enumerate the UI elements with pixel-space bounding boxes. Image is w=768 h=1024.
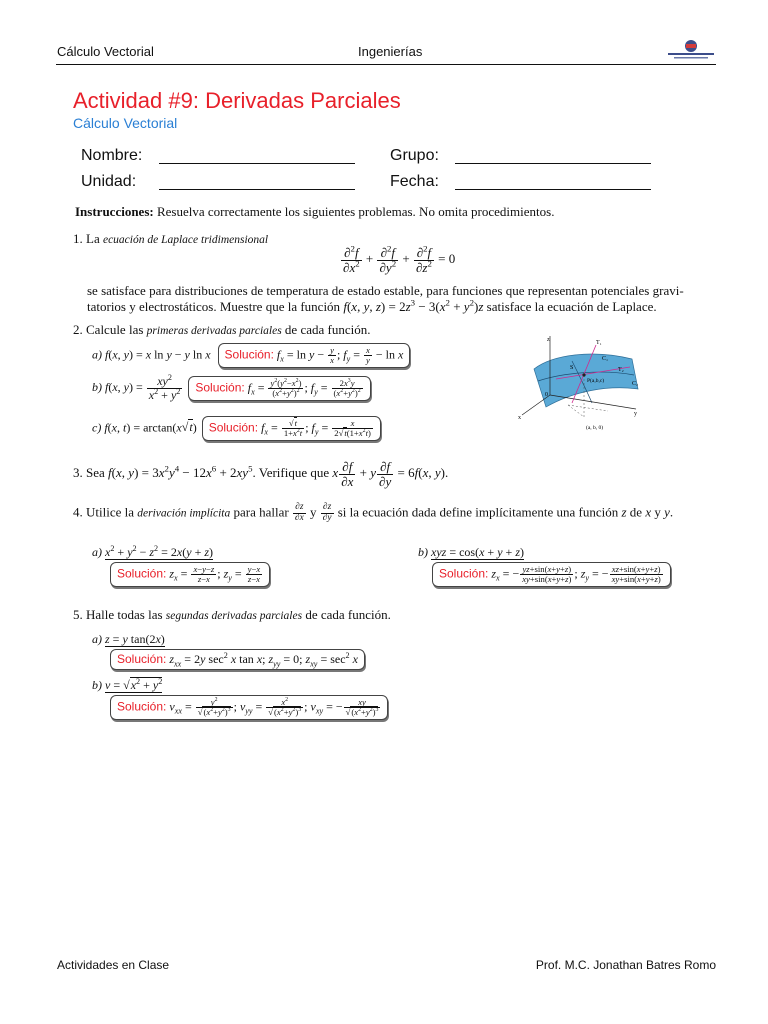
instructions-label: Instrucciones:: [75, 204, 154, 219]
problem-2c-label: c): [92, 420, 102, 435]
solution-2c: Solución: $f_x$ = √ $\frac{t}{1+x^2t}$ ; $f_y$ = $\frac{x}{2√ t(1+x^2t)}$: [202, 416, 381, 441]
problem-3-mid: Verifique que: [258, 465, 330, 481]
problem-3: [73, 460, 448, 488]
problem-1: [73, 231, 268, 247]
nombre-label: Nombre:: [81, 147, 143, 164]
problem-2-tail: de cada función.: [284, 322, 371, 337]
problem-3-number: 3.: [73, 465, 83, 481]
problem-4-mid: para hallar: [233, 504, 289, 520]
problem-4b: b) xyz = cos(x + y + z) Solución: $z_x$ = − $\frac{yz+\sin(x+y+z)}{xy+\sin(x+y+z)}$ ; $z_y$ = − $\frac{xz+\sin(x+y+z)}{xy+\sin(x+y+z)}$: [418, 545, 671, 587]
problem-5b: b) v = √ $x^2 + y^2$ Solución: $v_{xx}$ = $y^2$ √ $(x^2+y^2)^3$ ; $v_{yy}$ = $x^2$ √ $(x^2+y^2)^3$ ; $v_{xy}$ = − xy √ $(x^2+y^2)^3$: [92, 678, 388, 720]
unidad-label: Unidad:: [81, 173, 137, 190]
solution-2a-label: Solución:: [224, 347, 274, 362]
fecha-label: Fecha:: [390, 173, 439, 190]
solution-4b-label: Solución:: [439, 566, 489, 581]
nombre-field[interactable]: [159, 163, 355, 164]
problem-1-line1: se satisface para distribuciones de temperatura de estado estable, para funciones que representan potenciales gravi-: [87, 283, 684, 298]
solution-4b: Solución: $z_x$ = − $\frac{yz+\sin(x+y+z)}{xy+\sin(x+y+z)}$ ; $z_y$ = − $\frac{xz+\sin(x+y+z)}{xy+\sin(x+y+z)}$: [432, 562, 671, 587]
problem-2b: [92, 375, 371, 401]
problem-2a: [92, 343, 410, 368]
solution-5b-label: Solución:: [117, 699, 167, 714]
problem-2: [73, 322, 370, 338]
header-rule: [56, 64, 716, 65]
fig-label-point: (a, b, 0): [586, 425, 604, 431]
solution-5a-label: Solución:: [117, 652, 167, 666]
fig-label-t1: T₁: [596, 340, 602, 346]
page-title: Actividad #9: Derivadas Parciales: [73, 88, 401, 113]
header-center: Ingenierías: [358, 44, 423, 59]
fig-label-c1: C₁: [602, 356, 609, 362]
problem-4a-label: a): [92, 545, 102, 559]
problem-2-number: 2.: [73, 322, 83, 337]
problem-5-tail: de cada función.: [305, 607, 391, 622]
solution-2c-label: Solución:: [208, 420, 259, 435]
fecha-field[interactable]: [455, 189, 651, 190]
fig-label-z: z: [547, 337, 550, 343]
fig-label-x: x: [518, 415, 521, 421]
problem-5a: a) z = y tan(2x) Solución: $z_{xx} = 2y$ $\sec^2 x$ tan x; $z_{yy} = 0$; $z_{xy} = \sec^2 x$: [92, 632, 365, 670]
solution-2a: Solución: $f_x = \ln y$ − $\frac{y}{x}$ ; $f_y$ = $\frac{x}{y}$ − ln x: [218, 343, 411, 368]
solution-5a: Solución: $z_{xx} = 2y$ $\sec^2 x$ tan x; $z_{yy} = 0$; $z_{xy} = \sec^2 x$: [110, 649, 365, 670]
unidad-field[interactable]: [159, 189, 355, 190]
problem-5b-label: b): [92, 678, 102, 692]
problem-5a-label: a): [92, 632, 102, 646]
problem-4-lead: Utilice la: [86, 504, 135, 520]
problem-5-term: segundas derivadas parciales: [165, 610, 303, 622]
problem-2b-function: f(x, y) = $\frac{xy^2}{x^2 + y^2}$: [105, 373, 181, 402]
problem-4b-label: b): [418, 545, 428, 559]
fig-label-t2: T₂: [618, 367, 624, 373]
fig-label-c2: C₂: [632, 381, 639, 387]
problem-4-term: derivación implícita: [137, 507, 231, 520]
solution-4a: Solución: $z_x$ = $\frac{x-y-z}{z-x}$ ; $z_y$ = $\frac{y-x}{z-x}$: [110, 562, 270, 587]
grupo-field[interactable]: [455, 163, 651, 164]
problem-2-term: primeras derivadas parciales: [146, 325, 282, 337]
problem-2a-function: f(x, y) = x ln y − y ln x: [105, 347, 211, 362]
header-left: Cálculo Vectorial: [57, 44, 154, 59]
university-logo: [664, 38, 718, 60]
solution-2b-label: Solución:: [195, 379, 245, 394]
grupo-label: Grupo:: [390, 147, 439, 164]
solution-2b: Solución: $f_x$ = $\frac{y^2(y^2-x^2)}{(x^2+y^2)^2}$ ; $f_y$ = $\frac{2x^3y}{(x^2+y^2)^2}$: [188, 376, 370, 401]
problem-1-function: f(x, y, $z) = 2z^3 - 3(x^2 + y^2)z$ satisface la ecuación de Laplace.: [343, 297, 657, 314]
fig-label-s: S: [570, 365, 574, 371]
footer-right: Prof. M.C. Jonathan Batres Romo: [535, 958, 716, 972]
problem-4-number: 4.: [73, 504, 83, 520]
problem-3-lead: Sea: [86, 465, 105, 481]
problem-2-lead: Calcule las: [86, 322, 144, 337]
problem-1-line2: [87, 299, 657, 315]
problem-2c-function: f(x, t) = arctan(x√ t): [104, 419, 196, 434]
instructions: [75, 204, 554, 220]
laplace-equation: $\frac{\partial^2f}{\partial x^2}$ + $\frac{\partial^2f}{\partial y^2}$ + $\frac{\partial^2f}{\partial z^2}$ = 0: [343, 243, 456, 275]
problem-2c: [92, 416, 381, 441]
fig-label-origin: 0: [545, 392, 548, 398]
solution-4a-label: Solución:: [117, 566, 167, 581]
problem-1-lead: La: [86, 231, 100, 246]
page-subtitle: Cálculo Vectorial: [73, 115, 178, 131]
problem-5-lead: Halle todas las: [86, 607, 163, 622]
fig-label-p: P(a,b,c): [587, 378, 605, 384]
problem-4a: a) $x^2 + y^2 - z^2 = 2x(y + z)$ Solución: $z_x$ = $\frac{x-y-z}{z-x}$ ; $z_y$ = $\frac{y-x}{z-x}$: [92, 545, 270, 587]
fig-label-y: y: [634, 411, 637, 417]
problem-5-number: 5.: [73, 607, 83, 622]
instructions-text: Resuelva correctamente los siguientes problemas. No omita procedimientos.: [156, 204, 555, 219]
problem-1-term: ecuación de Laplace tridimensional: [102, 234, 269, 246]
footer-left: Actividades en Clase: [57, 958, 170, 972]
problem-2a-label: a): [92, 347, 102, 362]
problem-3-identity: x $\frac{\partial f}{\partial x}$ + y $\frac{\partial f}{\partial y}$ = 6f(x, y).: [332, 459, 449, 489]
problem-1-line2-text: tatorios y electrostáticos. Muestre que la función: [87, 299, 341, 314]
problem-3-function: f(x, $y) = 3x^2y^4 - 12x^6 + 2xy^5$.: [108, 463, 256, 481]
problem-4-tail: si la ecuación dada define implícitamente una función: [337, 504, 619, 520]
problem-5: [73, 607, 391, 623]
problem-4: 4. Utilice la derivación implícita para hallar $\frac{\partial z}{\partial x}$ y $\frac{\partial z}{\partial y}$ si la ecuación dada define implícitamente una función z de x y y.: [73, 502, 674, 523]
solution-5b: Solución: $v_{xx}$ = $y^2$ √ $(x^2+y^2)^3$ ; $v_{yy}$ = $x^2$ √ $(x^2+y^2)^3$ ; $v_{xy}$ = − xy √ $(x^2+y^2)^3$: [110, 695, 388, 720]
problem-1-number: 1.: [73, 231, 83, 246]
problem-2b-label: b): [92, 379, 102, 394]
surface-figure: [512, 333, 647, 433]
